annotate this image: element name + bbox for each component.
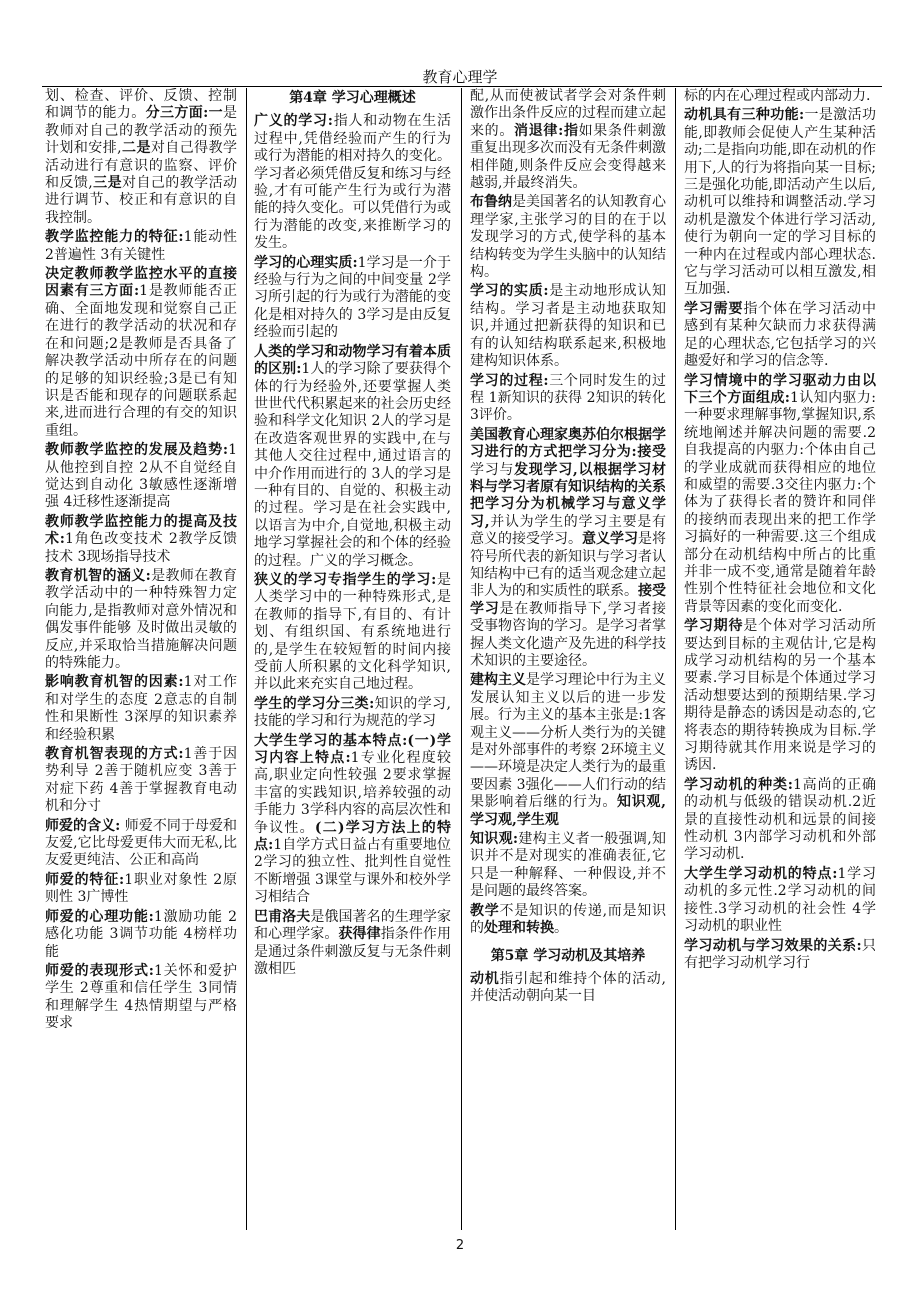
- term: 师爱的心理功能:: [45, 908, 154, 925]
- term: 接受: [636, 444, 666, 461]
- term: 影响教育机智的因素:: [45, 674, 184, 691]
- term: 接受学习: [470, 583, 666, 617]
- text: 如果条件刺激重复出现多次而没有无条件刺激相伴随,则条件反应会变得越来越弱,并最终消失。: [470, 122, 666, 192]
- text: 并认为学生的学习主要是有意义的接受学习。: [470, 513, 666, 548]
- term: 三是: [92, 175, 123, 192]
- paragraph: [45, 818, 237, 870]
- paragraph: [470, 903, 666, 938]
- paragraph: [684, 618, 876, 775]
- text: 1职业对象性 2原则性 3广博性: [45, 871, 237, 906]
- paragraph: [254, 572, 451, 694]
- term: 师爱的特征:: [45, 871, 125, 888]
- text: 是主动地形成认知结构。学习者是主动地获取知识,并通过把新获得的知识和已有的认知结构联系起来,积极地建构知识体系。: [470, 283, 666, 370]
- text: 建构主义者一般强调,知识并不是对现实的准确表征,它只是一种解释、一种假设,并不是问题的最终答案。: [470, 831, 666, 900]
- paragraph: [470, 283, 666, 370]
- term: 美国教育心理家奥苏伯尔根据学习进行的方式把学习分为:: [470, 426, 666, 461]
- column-2: [254, 88, 451, 1226]
- text: 1能动性 2普遍性 3有关键性: [45, 229, 237, 263]
- text: 1角色改变技术 2教学反馈技术 3现场指导技术: [45, 531, 237, 565]
- paragraph: [254, 113, 451, 252]
- term: 处理和转换: [484, 920, 554, 937]
- column-3: [470, 88, 666, 1226]
- paragraph: [254, 909, 451, 979]
- term: 知识观,学习观,学生观: [470, 794, 666, 828]
- term: 大学生学习的基本特点:: [254, 732, 408, 749]
- header-rule: [42, 86, 882, 87]
- term: 教师教学监控的发展及趋势:: [45, 442, 229, 459]
- paragraph: [254, 255, 451, 342]
- paragraph: [470, 831, 666, 901]
- paragraph: [684, 107, 876, 298]
- paragraph: [254, 696, 451, 731]
- term: 巴甫洛夫: [254, 908, 311, 925]
- page-number: 2: [455, 1238, 465, 1253]
- text: 配,从而使被试者学会对条件刺激作出条件反应的过程而建立起来的。: [470, 88, 666, 139]
- term: 学习期待: [684, 618, 744, 635]
- paragraph: [254, 733, 451, 907]
- term: 学生的学习分三类:: [254, 695, 375, 712]
- column-1: [45, 88, 237, 1226]
- text: 三个同时发生的过程 1新知识的获得 2知识的转化 3评价。: [470, 372, 666, 424]
- term: 教育机智的涵义:: [45, 567, 151, 584]
- term: (二)学习方法上的特点:: [254, 819, 451, 854]
- paragraph: [684, 301, 876, 371]
- paragraph: [254, 344, 451, 570]
- text: 1是教师能否正确、全面地发现和觉察自己正在进行的教学活动的状况和存在和问题;2是教师是否具备了解决教学活动中所存在的问题的足够的知识经验;3是已有知识是否能和现存的问题联系起来,进而进行合理的有交的知识重组。: [45, 283, 237, 439]
- term: 师爱的含义:: [45, 817, 121, 834]
- text: 学习,以根据学习材料与学习者原有知识结构的关系把学习分为机械学习与意义学习,: [470, 461, 666, 530]
- term: 布鲁纳: [470, 194, 512, 211]
- paragraph: [470, 194, 666, 281]
- term: 教学监控能力的特征:: [45, 229, 184, 246]
- term: 发现: [514, 461, 544, 478]
- paragraph: [45, 746, 237, 816]
- paragraph: [45, 568, 237, 672]
- term: 学习的心理实质:: [254, 254, 358, 271]
- text: 1对工作和对学生的态度 2意志的自制性和果断性 3深厚的知识素养和经验积累: [45, 674, 237, 743]
- term: 教学: [470, 902, 500, 919]
- term: 分三方面:: [145, 105, 209, 122]
- term: 动机具有三种功能:: [684, 107, 805, 124]
- text: 是个体对学习活动所要达到目标的主观估计,它是构成学习动机结构的另一个基本要素.学习目标是个体通过学习活动想要达到的预期结果.学习期待是静态的诱因是动态的,它将表态的期待转换成为目标.学习期待就其作用来说是学习的诱因.: [684, 618, 876, 774]
- paragraph: [684, 88, 876, 105]
- text: 指个体在学习活动中感到有某种欠缺而力求获得满足的心理状态,它包括学习的兴趣爱好和学习的信念等.: [684, 300, 876, 370]
- term: 狭义的学习专指学生的学习:: [254, 571, 437, 588]
- text: 1自学方式日益占有重要地位 2学习的独立性、批判性自觉性不断增强 3课堂与课外和校外学习相结合: [254, 837, 451, 906]
- text: 对自己的教学活动进行调节、校正和有意识的自我控制。: [45, 175, 237, 226]
- text: 是俄国著名的生理学家和心理学家。: [254, 908, 451, 943]
- paragraph: [470, 672, 666, 829]
- column-4: [684, 88, 876, 1226]
- term: 学习的过程:: [470, 372, 549, 389]
- term: (一)学习内容上特点:: [254, 732, 451, 767]
- term: 一: [208, 105, 224, 122]
- paragraph: [470, 88, 666, 192]
- paragraph: [45, 872, 237, 907]
- term: 学习情境中的学习驱动力由以下三个方面组成:: [684, 372, 876, 406]
- term: 学习需要: [684, 300, 744, 317]
- term: 教师教学监控能力的提高及技术:: [45, 513, 237, 548]
- text: 是美国著名的认知教育心理学家,主张学习的目的在于以发现学习的方式,使学科的基本结构转变为学生头脑中的认知结构。: [470, 194, 666, 281]
- text: 标的内在心理过程或内部动力.: [684, 88, 871, 104]
- term: 消退律:: [514, 122, 564, 139]
- text: 指人和动物在生活过程中,凭借经验而产生的行为或行为潜能的相对持久的变化。学习者必须凭借反复和练习与经验,才有可能产生行为或行为潜能的持久变化。可以凭借行为或行为潜能的改变,来推断学习的发生。: [254, 113, 451, 252]
- chapter-heading: 第4章 学习心理概述: [289, 90, 416, 106]
- text: 只有把学习动机学习行: [684, 937, 876, 971]
- text: 指条件作用是通过条件刺激反复与无条件刺激相匹: [254, 926, 451, 977]
- text: 1高尚的正确的动机与低级的错误动机.2近景的直接性动机和远景的间接性动机 3内部学习动机和外部学习动机.: [684, 776, 876, 863]
- term: 广义的学习:: [254, 113, 333, 130]
- text: 是在教师指导下,学习者接受事物咨询的学习。是学习者掌握人类文化遗产及先进的科学技术知识的主要途径。: [470, 600, 666, 669]
- term: 决定教师教学监控水平的直接因素有三方面:: [45, 266, 237, 300]
- text: 1从他控到自控 2从不自觉经自觉达到自动化 3敏感性逐渐增强 4迁移性逐渐提高: [45, 442, 237, 511]
- paragraph: [470, 427, 666, 671]
- paragraph: [684, 938, 876, 973]
- term: 知识观:: [470, 831, 519, 848]
- paragraph: [684, 777, 876, 864]
- text: 1善于因势利导 2善于随机应变 3善于对症下药 4善于掌握教育电动机和分寸: [45, 746, 237, 815]
- paragraph: [45, 88, 237, 227]
- term: 意义学习: [582, 531, 638, 548]
- text: 1激励功能 2感化功能 3调节功能 4榜样功能: [45, 908, 237, 960]
- term: 指: [563, 122, 579, 139]
- text: 师爱不同于母爱和友爱,它比母爱更伟大而无私,比友爱更纯洁、公正和高尚: [45, 817, 237, 869]
- text: 指引起和维持个体的活动,并使活动朝向某一目: [470, 970, 666, 1005]
- paragraph: [45, 674, 237, 744]
- paragraph: [45, 963, 237, 1033]
- text: 对自己得教学活动进行有意识的监察、评价和反馈,: [45, 140, 237, 192]
- term: 学习动机的种类:: [684, 776, 793, 793]
- paragraph: [684, 866, 876, 936]
- term: 师爱的表现形式:: [45, 962, 154, 979]
- term: 大学生学习动机的特点:: [684, 865, 838, 882]
- text: 知识的学习,技能的学习和行为规范的学习: [254, 695, 451, 730]
- text: 1专业化程度较高,职业定向性较强 2要求掌握丰富的实践知识,培养较强的动手能力 3学科内容的高层次性和争议性。: [254, 750, 451, 836]
- term: 获得律: [338, 926, 381, 943]
- paragraph: [45, 514, 237, 566]
- term: 建构主义: [470, 672, 526, 689]
- paragraph: [45, 909, 237, 961]
- text: 学习与: [470, 461, 515, 478]
- text: 1认知内驱力:一种要求理解事物,掌握知识,系统地阐述并解决问题的需要.2自我提高的内驱力:个体由自己的学业成就而获得相应的地位和威望的需要.3交往内驱力:个体为了获得长者的赞许和同伴的接纳而表现出来的把工作学习搞好的一种需要.这三个组成部分在动机结构中所占的比重并非一成不变,通常是随着年龄性别个性特征社会地位和文化背景等因素的变化而变化.: [684, 389, 876, 615]
- paragraph: [45, 442, 237, 512]
- column-divider-3: [675, 88, 676, 1230]
- column-divider-2: [461, 88, 462, 1230]
- paragraph: [470, 971, 666, 1006]
- term: 动机: [470, 970, 500, 987]
- paragraph: [684, 373, 876, 617]
- text: 是教师对自己的教学活动的预先计划和安排,: [45, 105, 237, 157]
- text: 1人的学习除了要获得个体的行为经验外,还要掌握人类世世代代积累起来的社会历史经验和科学文化知识 2人的学习是在改造客观世界的实践中,在与其他人交往过程中,通过语言的中介作用而进行的 3人的学习是一种有目的、自觉的、积极主动的过程。学习是在社会实践中,以语言为中介,自觉地,积极主动地学习掌握社会的和个体的经验的过程。广义的学习概念。: [254, 361, 451, 569]
- term: 教育机智表现的方式:: [45, 746, 184, 763]
- chapter-heading: 第5章 学习动机及其培养: [490, 947, 646, 964]
- column-divider-1: [246, 88, 247, 1230]
- term: 学习的实质:: [470, 283, 549, 300]
- text: 不是知识的传递,而是知识的: [470, 902, 666, 937]
- text: 一是激活功能,即教师会促使人产生某种活动;二是指向功能,即在动机的作用下,人的行为将指向某一目标;三是强化功能,即活动产生以后,动机可以维持和调整活动.学习动机是激发个体进行学习活动,使行为朝向一定的学习目标的一种内在过程或内部心理状态.它与学习活动可以相互激发,相互加强.: [684, 107, 876, 298]
- paragraph: [45, 229, 237, 264]
- text: 是教师在教育教学活动中的一种特殊智力定向能力,是指教师对意外情况和偶发事件能够 及时做出灵敏的反应,并采取恰当措施解决问题的特殊能力。: [45, 567, 237, 671]
- text: 1关怀和爱护学生 2尊重和信任学生 3同情和理解学生 4热情期望与严格要求: [45, 962, 237, 1032]
- text: 1学习动机的多元性.2学习动机的间接性.3学习动机的社会性 4学习动机的职业性: [684, 865, 876, 935]
- term: 人类的学习和动物学习有着本质的区别:: [254, 343, 451, 378]
- paragraph: [45, 266, 237, 440]
- text: 划、检查、评价、反馈、控制和调节的能力。: [45, 88, 237, 122]
- term: 二是: [121, 140, 151, 157]
- paragraph: [470, 373, 666, 425]
- text: 1学习是一介于经验与行为之间的中间变量 2学习所引起的行为或行为潜能的变化是相对持久的 3学习是由反复经验而引起的: [254, 254, 451, 341]
- text: 是将符号所代表的新知识与学习者认知结构中已有的适当观念建立起非人为的和实质性的联系。: [470, 531, 666, 600]
- text: 是人类学习中的一种特殊形式,是在教师的指导下,有目的、有计划、有组织国、有系统地进行的,是学生在较短暂的时间内接受前人所积累的文化科学知识,并以此来充实自己地过程。: [254, 571, 451, 693]
- text: 。: [554, 920, 568, 937]
- term: 学习动机与学习效果的关系:: [684, 937, 862, 954]
- text: 是学习理论中行为主义发展认知主义以后的进一步发展。行为主义的基本主张是:1客观主义——分析人类行为的关键是对外部事件的考察 2环境主义——环境是决定人类行为的最重要因素 3强化——人们行动的结果影响着后继的行为。: [470, 672, 666, 811]
- page-header: 教育心理学: [422, 68, 498, 86]
